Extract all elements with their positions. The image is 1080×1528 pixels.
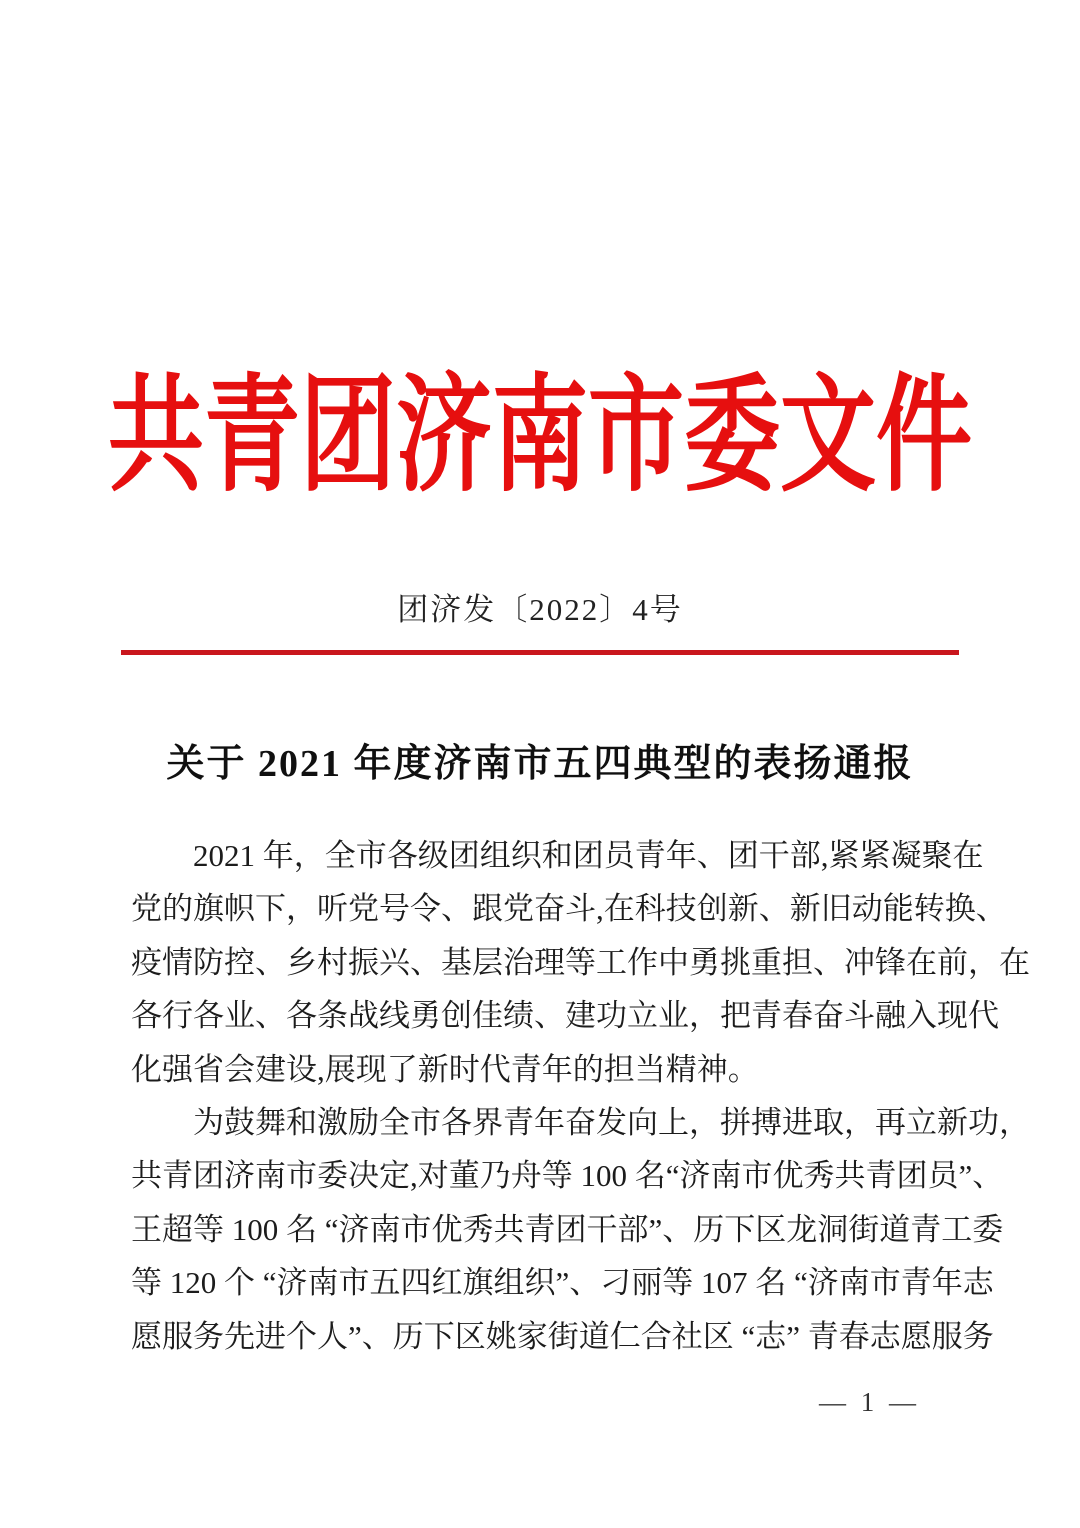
document-number: 团济发〔2022〕4号 <box>397 592 683 627</box>
body-line: 各行各业、各条战线勇创佳绩、建功立业，把青春奋斗融入现代 <box>131 998 999 1034</box>
body-line: 共青团济南市委决定,对董乃舟等 100 名“济南市优秀共青团员”、 <box>131 1158 1004 1194</box>
body-line: 愿服务先进个人”、历下区姚家街道仁合社区 “志” 青春志愿服务 <box>131 1318 994 1354</box>
page-number: — 1 — <box>819 1387 920 1417</box>
body-line: 为鼓舞和激励全市各界青年奋发向上，拼搏进取，再立新功， <box>193 1104 1030 1140</box>
document-title: 关于 2021 年度济南市五四典型的表扬通报 <box>166 743 914 785</box>
body-line: 化强省会建设,展现了新时代青年的担当精神。 <box>131 1051 759 1087</box>
body-line: 2021 年，全市各级团组织和团员青年、团干部,紧紧凝聚在 <box>193 838 984 873</box>
red-header-title: 共青团济南市委文件 <box>108 365 972 507</box>
body-line: 等 120 个 “济南市五四红旗组织”、刁丽等 107 名 “济南市青年志 <box>131 1265 994 1301</box>
body-line: 王超等 100 名 “济南市优秀共青团干部”、历下区龙洞街道青工委 <box>131 1211 1004 1247</box>
body-line: 疫情防控、乡村振兴、基层治理等工作中勇挑重担、冲锋在前，在 <box>131 944 1030 980</box>
body-line: 党的旗帜下，听党号令、跟党奋斗,在科技创新、新旧动能转换、 <box>131 891 1007 927</box>
body-text <box>131 829 1030 1363</box>
red-divider-line <box>121 650 959 655</box>
